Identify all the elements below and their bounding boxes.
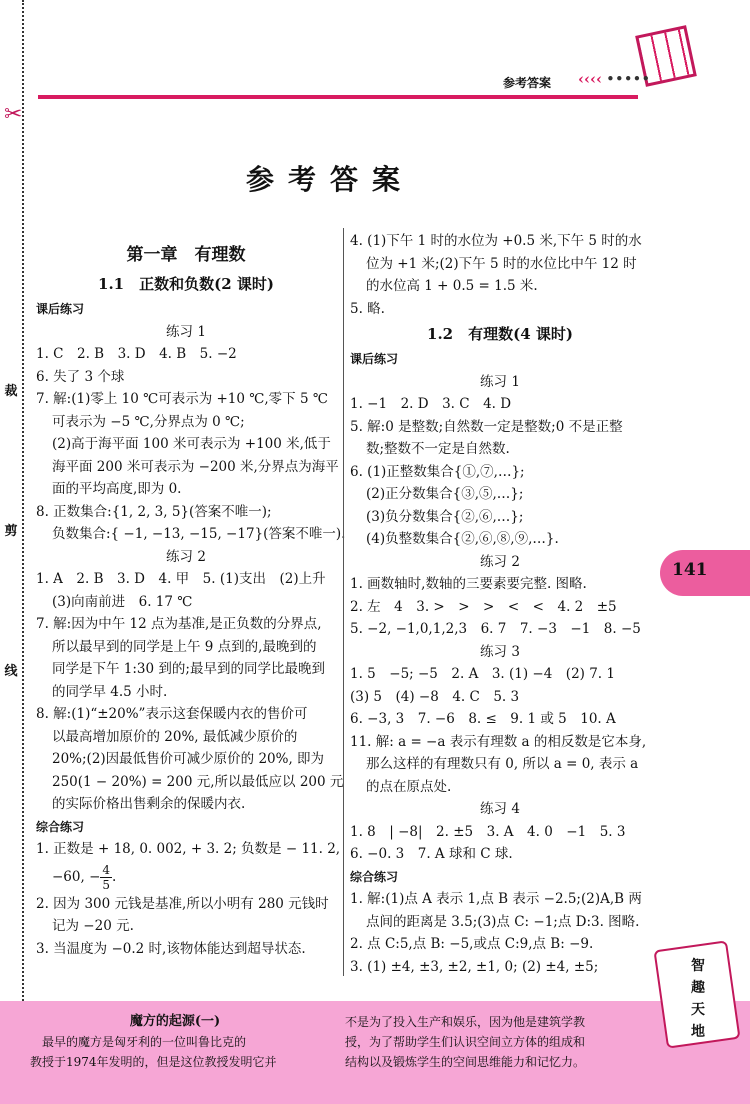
answer-line: 20%;(2)因最低售价可减少原价的 20%, 即为 xyxy=(52,751,325,767)
answer-line: 11. 解: a = −a 表示有理数 a 的相反数是它本身, xyxy=(350,733,647,750)
footer-text-line: 最早的魔方是匈牙利的一位叫鲁比克的 xyxy=(30,1035,247,1049)
answer-line: 负数集合:{ −1, −13, −15, −17}(答案不唯一). xyxy=(52,526,346,542)
after-class-heading: 课后练习 xyxy=(350,352,399,366)
answer-line: 面的平均高度,即为 0. xyxy=(52,481,182,497)
page-title: 参考答案 xyxy=(245,163,414,196)
answer-line: 8. 解:(1)“±20%”表示这套保暖内衣的售价可 xyxy=(36,706,308,722)
answer-line: 2. 点 C:5,点 B: −5,或点 C:9,点 B: −9. xyxy=(350,936,594,952)
answer-line: (2)高于海平面 100 米可表示为 +100 米,低于 xyxy=(52,436,331,452)
answer-line: 1. 画数轴时,数轴的三要素要完整. 图略. xyxy=(350,576,587,592)
answer-line: (2)正分数集合{③,⑤,…}; xyxy=(366,486,524,502)
answer-line: 5. 略. xyxy=(350,300,385,317)
answer-line: 位为 +1 米;(2)下午 5 时的水位比中午 12 时 xyxy=(366,255,637,272)
fraction xyxy=(100,863,112,892)
answer-text: −60, − xyxy=(52,868,101,885)
footer-text-line: 结构以及锻炼学生的空间思维能力和记忆力。 xyxy=(345,1055,586,1069)
section-title-1-1: 1.1 正数和负数(2 课时) xyxy=(98,275,274,293)
answer-line: 7. 解:(1)零上 10 ℃可表示为 +10 ℃,零下 5 ℃ xyxy=(36,391,328,407)
footer-text-line: 不是为了投入生产和娱乐，因为他是建筑学教 xyxy=(345,1015,586,1029)
answer-line: (4)负整数集合{②,⑥,⑧,⑨,…}. xyxy=(366,531,559,547)
header-rule xyxy=(38,95,638,99)
after-class-heading: 课后练习 xyxy=(36,302,85,316)
column-divider xyxy=(343,228,344,976)
answer-line: 6. −3, 3 7. −6 8. ≤ 9. 1 或 5 10. A xyxy=(350,711,616,727)
right-column xyxy=(350,230,650,978)
answer-line: (3) 5 (4) −8 4. C 5. 3 xyxy=(350,688,520,705)
answer-line: 1. 8 | −8| 2. ±5 3. A 4. 0 −1 5. 3 xyxy=(350,823,626,840)
answer-line: 3. (1) ±4, ±3, ±2, ±1, 0; (2) ±4, ±5; xyxy=(350,958,599,975)
section-title-1-2: 1.2 有理数(4 课时) xyxy=(427,325,573,343)
answer-line: 3. 当温度为 −0.2 时,该物体能达到超导状态. xyxy=(36,940,306,957)
footer-left xyxy=(30,1012,320,1072)
answer-line: 同学是下午 1:30 到的;最早到的同学比最晚到 xyxy=(52,661,325,677)
answer-line: 的同学早 4.5 小时. xyxy=(52,683,168,700)
answer-line: 那么这样的有理数只有 0, 所以 a = 0, 表示 a xyxy=(366,756,639,772)
answer-line: 点间的距离是 3.5;(3)点 C: −1;点 D:3. 图略. xyxy=(366,913,640,930)
answer-line: 记为 −20 元. xyxy=(52,918,134,934)
header-dots: ••••• xyxy=(606,70,651,88)
page-number: 141 xyxy=(672,560,708,580)
scroll-char: 地 xyxy=(691,1024,705,1040)
answer-line: 可表示为 −5 ℃,分界点为 0 ℃; xyxy=(52,413,245,430)
exercise-title: 练习 3 xyxy=(480,643,520,660)
exercise-title: 练习 1 xyxy=(480,373,520,390)
answer-line: 6. 失了 3 个球 xyxy=(36,368,125,385)
answer-line: 1. A 2. B 3. D 4. 甲 5. (1)支出 (2)上升 xyxy=(36,571,326,587)
cut-label-1: 裁 xyxy=(4,384,18,399)
answer-line: 的点在原点处. xyxy=(366,778,452,795)
scroll-text xyxy=(678,955,718,1043)
answer-line: 的水位高 1 + 0.5 = 1.5 米. xyxy=(366,278,538,294)
scroll-char: 趣 xyxy=(691,980,705,996)
exercise-title: 练习 2 xyxy=(480,553,520,570)
left-column xyxy=(36,240,346,960)
answer-line: 海平面 200 米可表示为 −200 米,分界点为海平 xyxy=(52,458,339,475)
cut-label-2: 剪 xyxy=(4,524,18,539)
exercise-title: 练习 2 xyxy=(166,548,206,565)
fraction-numerator: 4 xyxy=(102,862,111,877)
answer-line: 的实际价格出售剩余的保暖内衣. xyxy=(52,796,246,812)
comprehensive-heading: 综合练习 xyxy=(350,869,399,884)
answer-line: 7. 解:因为中午 12 点为基准,是正负数的分界点, xyxy=(36,616,322,632)
answer-line: 1. 正数是 + 18, 0. 002, + 3. 2; 负数是 − 11. 2, xyxy=(36,841,341,857)
answer-line: 所以最早到的同学是上午 9 点到的,最晚到的 xyxy=(52,638,317,655)
answer-line: 1. 5 −5; −5 2. A 3. (1) −4 (2) 7. 1 xyxy=(350,666,615,682)
exercise-title: 练习 1 xyxy=(166,323,206,340)
chapter-title: 第一章 有理数 xyxy=(126,245,246,265)
answer-line: 2. 左 4 3. > > > < < 4. 2 ±5 xyxy=(350,598,617,615)
answer-line: (3)向南前进 6. 17 ℃ xyxy=(52,593,193,610)
exercise-title: 练习 4 xyxy=(480,801,520,817)
answer-line: 250(1 − 20%) = 200 元,所以最低应以 200 元 xyxy=(52,773,344,790)
answer-line: 数;整数不一定是自然数. xyxy=(366,441,510,457)
answer-line: 以最高增加原价的 20%, 最低减少原价的 xyxy=(52,728,298,745)
scroll-char: 天 xyxy=(691,1002,705,1018)
answer-line: 6. −0. 3 7. A 球和 C 球. xyxy=(350,846,513,862)
footer-text-line: 教授于1974年发明的，但是这位教授发明它并 xyxy=(30,1055,277,1069)
header-arrows: ‹‹‹‹ xyxy=(578,70,602,88)
header-label: 参考答案 xyxy=(503,76,552,90)
fraction-denominator: 5 xyxy=(102,877,111,892)
answer-line: 4. (1)下午 1 时的水位为 +0.5 米,下午 5 时的水 xyxy=(350,233,642,249)
answer-line: (3)负分数集合{②,⑥,…}; xyxy=(366,508,524,525)
answer-line: 5. −2, −1,0,1,2,3 6. 7 7. −3 −1 8. −5 xyxy=(350,621,641,637)
answer-line: 6. (1)正整数集合{①,⑦,…}; xyxy=(350,463,525,480)
footer-right xyxy=(345,1012,675,1072)
answer-line: 1. C 2. B 3. D 4. B 5. −2 xyxy=(36,346,237,362)
scissors-icon: ✂ xyxy=(4,102,23,127)
answer-line: 5. 解:0 是整数;自然数一定是整数;0 不是正整 xyxy=(350,418,623,435)
answer-line: 1. 解:(1)点 A 表示 1,点 B 表示 −2.5;(2)A,B 两 xyxy=(350,891,642,907)
footer-text-line: 授，为了帮助学生们认识空间立方体的组成和 xyxy=(345,1035,586,1049)
period: . xyxy=(112,868,117,885)
cut-label-3: 线 xyxy=(4,664,18,679)
answer-line-fraction xyxy=(36,861,336,893)
comprehensive-heading: 综合练习 xyxy=(36,819,85,834)
scroll-char: 智 xyxy=(691,958,705,974)
footer-title: 魔方的起源(一) xyxy=(129,1014,221,1029)
answer-line: 8. 正数集合:{1, 2, 3, 5}(答案不唯一); xyxy=(36,503,272,520)
answer-line: 2. 因为 300 元钱是基准,所以小明有 280 元钱时 xyxy=(36,895,329,912)
answer-line: 1. −1 2. D 3. C 4. D xyxy=(350,396,512,412)
